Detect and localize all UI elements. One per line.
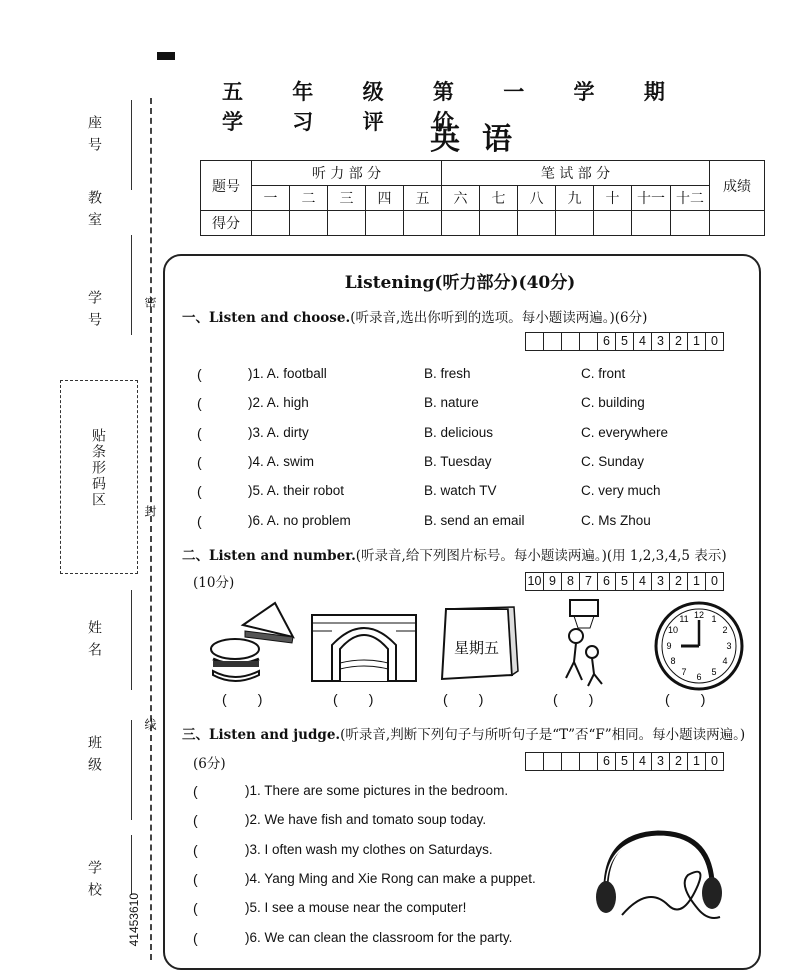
answer-paren[interactable]: ( bbox=[193, 812, 198, 829]
name-label: 姓名 bbox=[86, 620, 102, 664]
answer-paren[interactable]: ( bbox=[197, 395, 202, 412]
picture-answer-paren[interactable]: ( ) bbox=[333, 691, 374, 707]
grid-cell-2[interactable] bbox=[562, 333, 580, 350]
choice-c: C. Sunday bbox=[581, 453, 645, 469]
question-number-4: 四 bbox=[366, 186, 404, 211]
grid-cell-6[interactable]: 4 bbox=[634, 753, 652, 770]
question-number-11: 十一 bbox=[632, 186, 671, 211]
score-cell-5[interactable] bbox=[404, 211, 442, 236]
seal-char-2: 封 bbox=[143, 505, 157, 517]
choice-c: C. very much bbox=[581, 483, 661, 499]
grid-cell-8[interactable]: 2 bbox=[670, 753, 688, 770]
svg-text:11: 11 bbox=[679, 614, 689, 624]
answer-paren[interactable]: ( bbox=[197, 366, 202, 382]
answer-paren[interactable]: ( bbox=[193, 783, 198, 799]
judge-sentence: )3. I often wash my clothes on Saturdays. bbox=[245, 841, 493, 857]
section-3-title bbox=[182, 723, 745, 743]
choice-b: B. delicious bbox=[424, 424, 494, 440]
svg-text:3: 3 bbox=[726, 641, 732, 651]
grid-cell-1[interactable] bbox=[544, 333, 562, 350]
food-picture bbox=[205, 595, 295, 690]
barcode-label: 贴条形码区 bbox=[90, 428, 106, 508]
school-label: 学校 bbox=[86, 860, 102, 904]
question-number-12: 十二 bbox=[671, 186, 710, 211]
score-cell-4[interactable] bbox=[366, 211, 404, 236]
svg-text:1: 1 bbox=[711, 614, 717, 624]
question-number-8: 八 bbox=[518, 186, 556, 211]
choice-c: C. everywhere bbox=[581, 424, 669, 440]
grid-cell-9[interactable]: 1 bbox=[688, 333, 706, 350]
grid-cell-7[interactable]: 3 bbox=[652, 573, 670, 590]
grid-cell-4[interactable]: 6 bbox=[598, 573, 616, 590]
corner-mark bbox=[157, 52, 175, 60]
choice-a: )2. A. high bbox=[248, 395, 309, 411]
judge-sentence: )2. We have fish and tomato soup today. bbox=[245, 812, 487, 828]
score-grid-3 bbox=[525, 752, 724, 771]
choice-a: )5. A. their robot bbox=[248, 483, 345, 499]
grade-cell: 成绩 bbox=[710, 161, 765, 211]
question-number-3: 三 bbox=[328, 186, 366, 211]
serial-number: 41453610 bbox=[127, 893, 141, 947]
calendar-picture bbox=[432, 605, 522, 687]
picture-answer-paren[interactable]: ( ) bbox=[222, 691, 263, 707]
svg-text:2: 2 bbox=[722, 625, 728, 635]
question-number-2: 二 bbox=[290, 186, 328, 211]
score-cell-9[interactable] bbox=[556, 211, 594, 236]
score-cell-7[interactable] bbox=[480, 211, 518, 236]
section-1-instructions: (听录音,选出你听到的选项。每小题读两遍。)(6分) bbox=[350, 310, 648, 326]
grid-cell-2[interactable]: 8 bbox=[562, 573, 580, 590]
student-no-label: 学号 bbox=[86, 290, 102, 334]
choice-b: B. watch TV bbox=[424, 483, 497, 499]
section-2-instructions: (听录音,给下列图片标号。每小题读两遍。)(用 1,2,3,4,5 表示) bbox=[355, 548, 727, 564]
grid-cell-1[interactable] bbox=[544, 753, 562, 770]
grid-cell-7[interactable]: 3 bbox=[652, 753, 670, 770]
svg-text:9: 9 bbox=[666, 641, 672, 651]
answer-paren[interactable]: ( bbox=[193, 870, 198, 887]
answer-paren[interactable]: ( bbox=[197, 424, 202, 441]
svg-text:5: 5 bbox=[711, 667, 717, 677]
grid-cell-0[interactable] bbox=[526, 753, 544, 770]
basketball-picture bbox=[552, 598, 620, 690]
subject-title: 英语 bbox=[430, 122, 534, 157]
section-1-label: 一、Listen and choose. bbox=[182, 310, 351, 326]
grid-cell-4[interactable]: 6 bbox=[598, 753, 616, 770]
answer-paren[interactable]: ( bbox=[197, 483, 202, 500]
choice-c: C. building bbox=[581, 395, 645, 411]
listening-part-cell: 听 力 部 分 bbox=[252, 161, 442, 186]
score-cell-1[interactable] bbox=[252, 211, 290, 236]
choice-b: B. Tuesday bbox=[424, 453, 492, 469]
score-grid-1 bbox=[525, 332, 724, 351]
grid-cell-7[interactable]: 3 bbox=[652, 333, 670, 350]
svg-text:12: 12 bbox=[693, 610, 705, 620]
grid-cell-8[interactable]: 2 bbox=[670, 573, 688, 590]
grid-cell-4[interactable]: 6 bbox=[598, 333, 616, 350]
choice-c: C. Ms Zhou bbox=[581, 512, 651, 528]
question-number-5: 五 bbox=[404, 186, 442, 211]
svg-text:4: 4 bbox=[722, 656, 728, 666]
picture-answer-paren[interactable]: ( ) bbox=[665, 691, 706, 707]
class-label: 班级 bbox=[86, 735, 102, 779]
section-3-points: (6分) bbox=[193, 756, 226, 772]
field-line bbox=[131, 590, 132, 690]
grid-cell-6[interactable]: 4 bbox=[634, 333, 652, 350]
grid-cell-10[interactable]: 0 bbox=[711, 754, 718, 768]
svg-text:6: 6 bbox=[696, 672, 702, 682]
question-number-9: 九 bbox=[556, 186, 594, 211]
grid-cell-3[interactable]: 7 bbox=[580, 573, 598, 590]
listening-heading-text: Listening(听力部分)(40分) bbox=[344, 273, 576, 293]
answer-paren[interactable]: ( bbox=[197, 453, 202, 470]
picture-answer-paren[interactable]: ( ) bbox=[443, 691, 484, 707]
judge-sentence: )5. I see a mouse near the computer! bbox=[245, 900, 467, 916]
section-2-label: 二、Listen and number. bbox=[182, 548, 356, 564]
field-line bbox=[131, 100, 132, 190]
grid-cell-0[interactable] bbox=[526, 333, 544, 350]
grid-cell-10[interactable]: 0 bbox=[711, 334, 718, 348]
grid-cell-8[interactable]: 2 bbox=[670, 333, 688, 350]
grid-cell-5[interactable]: 5 bbox=[616, 573, 634, 590]
score-cell-8[interactable] bbox=[518, 211, 556, 236]
grade-score-cell[interactable] bbox=[710, 211, 765, 236]
question-number-1: 一 bbox=[252, 186, 290, 211]
question-number-7: 七 bbox=[480, 186, 518, 211]
exam-title: 五 年 级 第 一 学 期 学 习 评 价 bbox=[222, 80, 686, 134]
choice-a: )3. A. dirty bbox=[248, 424, 309, 440]
score-label-cell: 得分 bbox=[201, 211, 252, 236]
score-cell-6[interactable] bbox=[442, 211, 480, 236]
seal-char-1: 密 bbox=[143, 296, 157, 308]
score-cell-12[interactable] bbox=[671, 211, 710, 236]
score-grid-2 bbox=[525, 572, 724, 591]
seal-char-3: 线 bbox=[143, 718, 157, 730]
question-number-10: 十 bbox=[594, 186, 632, 211]
choice-b: B. nature bbox=[424, 395, 479, 411]
section-2-title bbox=[182, 544, 727, 564]
score-cell-2[interactable] bbox=[290, 211, 328, 236]
grid-cell-9[interactable]: 1 bbox=[688, 753, 706, 770]
clock-picture bbox=[653, 600, 745, 692]
answer-paren[interactable]: ( bbox=[197, 512, 202, 529]
score-cell-3[interactable] bbox=[328, 211, 366, 236]
room-label: 教室 bbox=[86, 190, 102, 234]
grid-cell-5[interactable]: 5 bbox=[616, 333, 634, 350]
svg-text:10: 10 bbox=[667, 625, 679, 635]
grid-cell-2[interactable] bbox=[562, 753, 580, 770]
field-line bbox=[131, 835, 132, 895]
grid-cell-5[interactable]: 5 bbox=[616, 753, 634, 770]
question-number-6: 六 bbox=[442, 186, 480, 211]
svg-text:7: 7 bbox=[681, 667, 687, 677]
svg-text:8: 8 bbox=[670, 656, 676, 666]
judge-sentence: )1. There are some pictures in the bedroom. bbox=[245, 783, 509, 798]
grid-cell-1[interactable]: 9 bbox=[544, 573, 562, 590]
section-3-instructions: (听录音,判断下列句子与所听句子是“T”否“F”相同。每小题读两遍。) bbox=[340, 727, 746, 743]
seat-label: 座号 bbox=[86, 115, 102, 159]
grid-cell-3[interactable] bbox=[580, 333, 598, 350]
choice-a: )6. A. no problem bbox=[248, 512, 351, 528]
section-1-title bbox=[182, 306, 647, 326]
grid-cell-0[interactable]: 10 bbox=[526, 573, 544, 590]
grid-cell-9[interactable]: 1 bbox=[688, 573, 706, 590]
choice-b: B. send an email bbox=[424, 512, 525, 528]
question-no-cell: 题号 bbox=[201, 161, 252, 211]
judge-sentence: )4. Yang Ming and Xie Rong can make a puppet. bbox=[245, 870, 536, 886]
choice-c: C. front bbox=[581, 366, 626, 381]
judge-sentence: )6. We can clean the classroom for the party. bbox=[245, 929, 513, 945]
choice-a: )4. A. swim bbox=[248, 453, 315, 469]
seal-line bbox=[150, 98, 152, 960]
bridge-picture bbox=[308, 605, 420, 685]
score-cell-10[interactable] bbox=[594, 211, 632, 236]
field-line bbox=[131, 720, 132, 820]
grid-cell-3[interactable] bbox=[580, 753, 598, 770]
choice-b: B. fresh bbox=[424, 366, 471, 381]
section-3-label: 三、Listen and judge. bbox=[182, 727, 341, 743]
listening-heading bbox=[163, 268, 757, 293]
answer-paren[interactable]: ( bbox=[193, 929, 198, 946]
choice-a: )1. A. football bbox=[248, 366, 327, 381]
section-2-points: (10分) bbox=[193, 575, 235, 591]
answer-paren[interactable]: ( bbox=[193, 900, 198, 917]
score-cell-11[interactable] bbox=[632, 211, 671, 236]
calendar-text: 星期五 bbox=[454, 639, 500, 657]
headphones-picture bbox=[588, 825, 728, 925]
field-line bbox=[131, 235, 132, 335]
written-part-cell: 笔 试 部 分 bbox=[442, 161, 710, 186]
picture-answer-paren[interactable]: ( ) bbox=[553, 691, 594, 707]
answer-paren[interactable]: ( bbox=[193, 841, 198, 858]
grid-cell-10[interactable]: 0 bbox=[711, 574, 718, 588]
grid-cell-6[interactable]: 4 bbox=[634, 573, 652, 590]
score-table bbox=[200, 160, 765, 236]
